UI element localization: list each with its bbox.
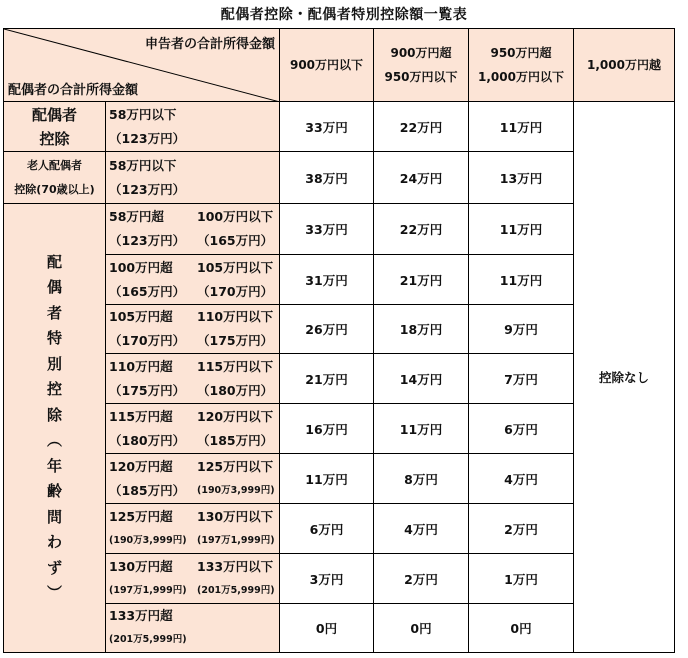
declarant-income-label: 申告者の合計所得金額 (144, 37, 275, 52)
column-header-900-950: 900万円超 950万円以下 (374, 29, 469, 102)
deduction-value: 0円 (374, 604, 469, 653)
column-header-over-1000: 1,000万円越 (574, 29, 675, 102)
deduction-value: 33万円 (280, 102, 374, 152)
deduction-value: 0円 (280, 604, 374, 653)
deduction-value: 0円 (469, 604, 574, 653)
deduction-value: 1万円 (469, 554, 574, 604)
deduction-value: 2万円 (469, 504, 574, 554)
deduction-value: 11万円 (280, 454, 374, 504)
table-row (4, 102, 675, 152)
deduction-value: 4万円 (374, 504, 469, 554)
income-range: 133万円超 (201万5,999円) (106, 604, 280, 653)
deduction-value: 31万円 (280, 255, 374, 305)
deduction-value: 14万円 (374, 354, 469, 404)
deduction-value: 26万円 (280, 305, 374, 354)
table-title: 配偶者控除・配偶者特別控除額一覧表 (220, 7, 468, 23)
category-special-spouse-deduction: 配 偶 者 特 別 控 除 ︵ 年 齢 問 わ ず ︶ (4, 204, 106, 653)
no-deduction-cell: 控除なし (574, 102, 675, 653)
deduction-value: 18万円 (374, 305, 469, 354)
spouse-income-label: 配偶者の合計所得金額 (8, 83, 139, 98)
deduction-value: 11万円 (374, 404, 469, 454)
deduction-value: 2万円 (374, 554, 469, 604)
category-spouse-deduction: 配偶者 控除 (4, 102, 106, 152)
income-range: 125万円超 130万円以下 (190万3,999円) (197万1,999円) (106, 504, 280, 554)
deduction-table (3, 28, 675, 653)
deduction-value: 13万円 (469, 152, 574, 204)
deduction-value: 6万円 (469, 404, 574, 454)
column-header-900-or-less: 900万円以下 (280, 29, 374, 102)
header-corner (4, 29, 280, 102)
income-range: 110万円超 115万円以下 （175万円） （180万円） (106, 354, 280, 404)
income-range: 100万円超 105万円以下 （165万円） （170万円） (106, 255, 280, 305)
income-range: 120万円超 125万円以下 （185万円） (190万3,999円) (106, 454, 280, 504)
deduction-value: 11万円 (469, 102, 574, 152)
income-range: 115万円超 120万円以下 （180万円） （185万円） (106, 404, 280, 454)
deduction-value: 21万円 (280, 354, 374, 404)
deduction-value: 7万円 (469, 354, 574, 404)
deduction-value: 4万円 (469, 454, 574, 504)
deduction-value: 33万円 (280, 204, 374, 255)
deduction-value: 21万円 (374, 255, 469, 305)
deduction-value: 38万円 (280, 152, 374, 204)
deduction-value: 6万円 (280, 504, 374, 554)
deduction-value: 22万円 (374, 204, 469, 255)
category-elderly-spouse-deduction: 老人配偶者 控除(70歳以上) (4, 152, 106, 204)
income-range: 105万円超 110万円以下 （170万円） （175万円） (106, 305, 280, 354)
income-range: 58万円以下 （123万円） (106, 102, 280, 152)
deduction-value: 22万円 (374, 102, 469, 152)
deduction-value: 9万円 (469, 305, 574, 354)
column-header-950-1000: 950万円超 1,000万円以下 (469, 29, 574, 102)
deduction-value: 24万円 (374, 152, 469, 204)
deduction-value: 8万円 (374, 454, 469, 504)
income-range: 58万円超 100万円以下 （123万円） （165万円） (106, 204, 280, 255)
income-range: 58万円以下 （123万円） (106, 152, 280, 204)
deduction-value: 3万円 (280, 554, 374, 604)
deduction-value: 16万円 (280, 404, 374, 454)
deduction-value: 11万円 (469, 204, 574, 255)
deduction-value: 11万円 (469, 255, 574, 305)
income-range: 130万円超 133万円以下 (197万1,999円) (201万5,999円) (106, 554, 280, 604)
